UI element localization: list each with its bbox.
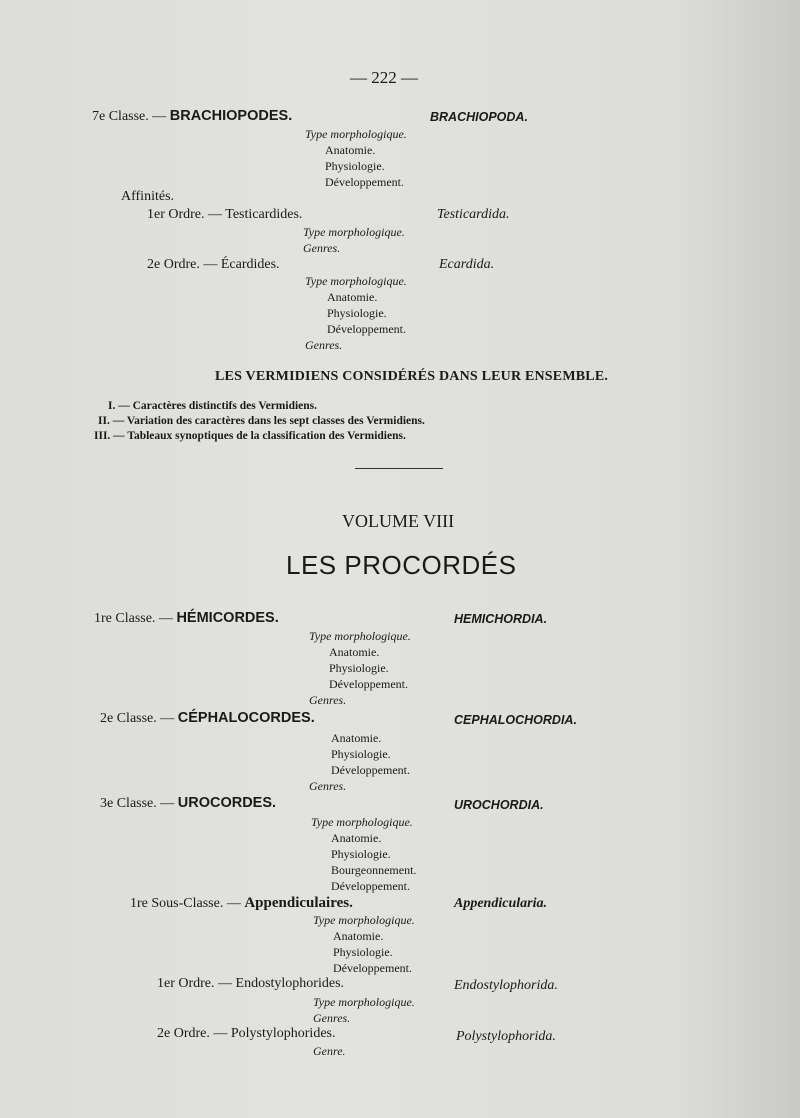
subclass-1-item: Physiologie. [333, 945, 393, 959]
vermidiens-line: II. — Variation des caractères dans les sept classes des Vermidiens. [98, 415, 425, 427]
class-7-heading [92, 108, 292, 125]
class-7-item: Développement. [325, 175, 404, 189]
subclass-1-item: Anatomie. [333, 929, 384, 943]
order-2-item: Type morphologique. [305, 274, 407, 288]
subclass-1-item: Développement. [333, 961, 412, 975]
order-1-latin: Testicardida. [437, 207, 510, 222]
order-polystylophorides-item: Genre. [313, 1044, 346, 1058]
procorde-class-2-item: Anatomie. [331, 731, 382, 745]
class-7-name: BRACHIOPODES. [169, 108, 293, 124]
class-7-item: Type morphologique. [305, 127, 407, 141]
vermidiens-line: III. — Tableaux synoptiques de la classification des Vermidiens. [94, 430, 406, 442]
procorde-class-1-item: Physiologie. [329, 661, 389, 675]
procorde-class-3-item: Anatomie. [331, 831, 382, 845]
procorde-class-3-latin: UROCHORDIA. [454, 798, 544, 812]
order-2-item: Physiologie. [327, 306, 387, 320]
subclass-1-prefix: 1re Sous-Classe. — [130, 896, 241, 911]
class-7-prefix: 7e Classe. — [92, 109, 167, 124]
order-1-heading: 1er Ordre. — Testicardides. [147, 207, 303, 222]
procorde-class-3-item: Bourgeonnement. [331, 863, 417, 877]
procorde-class-1-heading [94, 610, 279, 627]
procorde-class-3-prefix: 3e Classe. — [100, 796, 175, 811]
page-number: — 222 — [350, 68, 418, 87]
subclass-1-item: Type morphologique. [313, 913, 415, 927]
order-polystylophorides-latin: Polystylophorida. [456, 1029, 556, 1044]
procorde-class-2-latin: CEPHALOCHORDIA. [454, 713, 577, 727]
order-2-item: Anatomie. [327, 290, 378, 304]
procorde-class-1-item: Développement. [329, 677, 408, 691]
vermidiens-heading: LES VERMIDIENS CONSIDÉRÉS DANS LEUR ENSEMBLE. [215, 369, 609, 384]
subclass-1-heading [130, 895, 353, 912]
procorde-class-2-item: Physiologie. [331, 747, 391, 761]
order-endostylophorides-latin: Endostylophorida. [454, 978, 558, 993]
procorde-class-1-item: Anatomie. [329, 645, 380, 659]
order-polystylophorides-heading: 2e Ordre. — Polystylophorides. [157, 1026, 336, 1041]
order-2-heading: 2e Ordre. — Écardides. [147, 257, 280, 272]
class-7-item: Anatomie. [325, 143, 376, 157]
order-endostylophorides-item: Genres. [313, 1011, 351, 1025]
procorde-class-1-item: Type morphologique. [309, 629, 411, 643]
affinites-label: Affinités. [121, 189, 175, 204]
procorde-class-3-item: Développement. [331, 879, 410, 893]
procorde-class-2-item: Genres. [309, 779, 347, 793]
procorde-class-1-prefix: 1re Classe. — [94, 611, 173, 626]
procorde-class-3-heading [100, 795, 276, 812]
class-7-item: Physiologie. [325, 159, 385, 173]
order-2-latin: Ecardida. [439, 257, 495, 272]
procorde-class-3-name: UROCORDES. [177, 795, 277, 811]
procorde-class-3-item: Type morphologique. [311, 815, 413, 829]
class-7-latin: BRACHIOPODA. [430, 110, 528, 124]
order-1-item: Type morphologique. [303, 225, 405, 239]
procorde-class-2-name: CÉPHALOCORDES. [177, 710, 315, 726]
volume-label: VOLUME VIII [342, 511, 455, 531]
procorde-class-1-item: Genres. [309, 693, 347, 707]
subclass-1-latin: Appendicularia. [454, 896, 547, 911]
section-divider [355, 468, 443, 469]
subclass-1-name: Appendiculaires. [244, 895, 353, 911]
volume-title: LES PROCORDÉS [286, 550, 517, 580]
order-2-item: Genres. [305, 338, 343, 352]
procorde-class-1-name: HÉMICORDES. [176, 610, 279, 626]
procorde-class-2-item: Développement. [331, 763, 410, 777]
vermidiens-line: I. — Caractères distinctifs des Vermidiens. [108, 400, 318, 412]
procorde-class-2-prefix: 2e Classe. — [100, 711, 175, 726]
order-endostylophorides-heading: 1er Ordre. — Endostylophorides. [157, 976, 345, 991]
order-endostylophorides-item: Type morphologique. [313, 995, 415, 1009]
order-2-item: Développement. [327, 322, 406, 336]
procorde-class-3-item: Physiologie. [331, 847, 391, 861]
procorde-class-1-latin: HEMICHORDIA. [454, 612, 548, 626]
procorde-class-2-heading [100, 710, 315, 727]
order-1-item: Genres. [303, 241, 341, 255]
